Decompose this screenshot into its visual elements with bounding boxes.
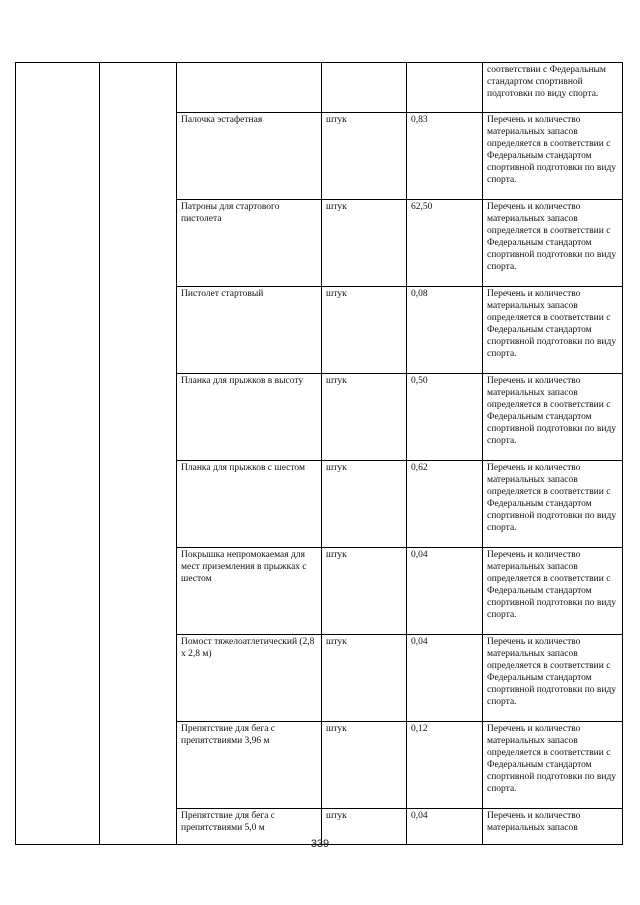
cell-name [177, 63, 322, 113]
cell-unit: штук [322, 635, 407, 722]
cell-note: Перечень и количество материальных запасов [483, 809, 623, 845]
cell-note: Перечень и количество материальных запасов определяется в соответствии с Федеральным стандартом спортивной подготовки по виду спорта. [483, 287, 623, 374]
cell-unit: штук [322, 113, 407, 200]
cell-name: Помост тяжелоатлетический (2,8 х 2,8 м) [177, 635, 322, 722]
cell-qty: 0,04 [407, 635, 483, 722]
cell-unit: штук [322, 287, 407, 374]
cell-note: Перечень и количество материальных запасов определяется в соответствии с Федеральным стандартом спортивной подготовки по виду спорта. [483, 113, 623, 200]
cell-name: Препятствие для бега с препятствиями 3,96 м [177, 722, 322, 809]
page-number: 339 [310, 838, 330, 850]
cell-name: Палочка эстафетная [177, 113, 322, 200]
cell-qty: 0,83 [407, 113, 483, 200]
cell-col1-blank [16, 63, 100, 845]
cell-name: Планка для прыжков в высоту [177, 374, 322, 461]
cell-unit: штук [322, 200, 407, 287]
cell-qty: 0,50 [407, 374, 483, 461]
cell-note: Перечень и количество материальных запасов определяется в соответствии с Федеральным стандартом спортивной подготовки по виду спорта. [483, 374, 623, 461]
cell-col2-blank [100, 63, 177, 845]
cell-qty: 0,62 [407, 461, 483, 548]
cell-unit: штук [322, 809, 407, 845]
cell-qty: 0,04 [407, 809, 483, 845]
cell-name: Патроны для стартового пистолета [177, 200, 322, 287]
cell-qty: 0,04 [407, 548, 483, 635]
cell-note: Перечень и количество материальных запасов определяется в соответствии с Федеральным стандартом спортивной подготовки по виду спорта. [483, 635, 623, 722]
cell-note: соответствии с Федеральным стандартом спортивной подготовки по виду спорта. [483, 63, 623, 113]
cell-note: Перечень и количество материальных запасов определяется в соответствии с Федеральным стандартом спортивной подготовки по виду спорта. [483, 548, 623, 635]
table-row-continuation [16, 63, 623, 113]
equipment-table [15, 62, 623, 845]
cell-unit: штук [322, 548, 407, 635]
cell-name: Пистолет стартовый [177, 287, 322, 374]
cell-note: Перечень и количество материальных запасов определяется в соответствии с Федеральным стандартом спортивной подготовки по виду спорта. [483, 461, 623, 548]
cell-unit [322, 63, 407, 113]
cell-qty: 62,50 [407, 200, 483, 287]
cell-qty: 0,12 [407, 722, 483, 809]
cell-name: Покрышка непромокаемая для мест приземления в прыжках с шестом [177, 548, 322, 635]
cell-qty [407, 63, 483, 113]
cell-note: Перечень и количество материальных запасов определяется в соответствии с Федеральным стандартом спортивной подготовки по виду спорта. [483, 722, 623, 809]
cell-unit: штук [322, 722, 407, 809]
table-body [16, 63, 623, 845]
cell-unit: штук [322, 461, 407, 548]
cell-note: Перечень и количество материальных запасов определяется в соответствии с Федеральным стандартом спортивной подготовки по виду спорта. [483, 200, 623, 287]
cell-name: Препятствие для бега с препятствиями 5,0 м [177, 809, 322, 845]
cell-qty: 0,08 [407, 287, 483, 374]
cell-unit: штук [322, 374, 407, 461]
cell-name: Планка для прыжков с шестом [177, 461, 322, 548]
